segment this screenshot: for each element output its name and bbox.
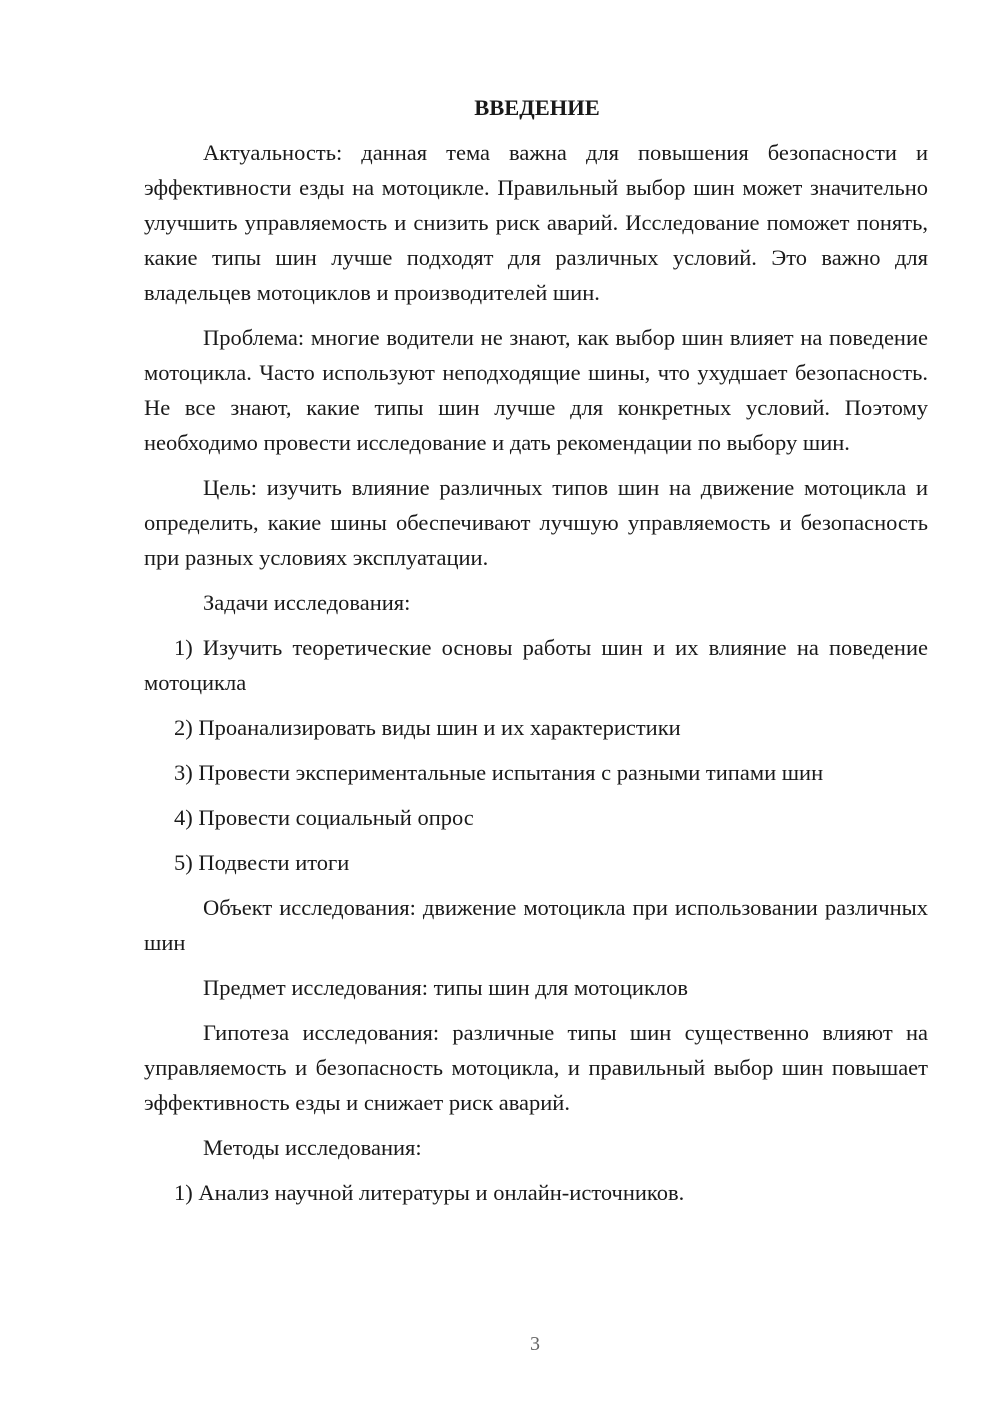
page-number: 3 <box>530 1333 540 1355</box>
tasks-heading: Задачи исследования: <box>203 590 411 615</box>
methods-heading: Методы исследования: <box>203 1135 422 1160</box>
section-heading: ВВЕДЕНИЕ <box>474 95 600 120</box>
task-item: 4) Провести социальный опрос <box>174 805 474 830</box>
hypothesis-paragraph: Гипотеза исследования: различные типы шин существенно влияют на управляемость и безопасность мотоцикла, и правильный выбор шин повышает эффективность езды и снижает риск аварий. <box>144 1020 928 1115</box>
method-item: 1) Анализ научной литературы и онлайн-источников. <box>174 1180 685 1205</box>
task-item: 5) Подвести итоги <box>174 850 350 875</box>
goal-paragraph: Цель: изучить влияние различных типов шин на движение мотоцикла и определить, какие шины обеспечивают лучшую управляемость и безопасность при разных условиях эксплуатации. <box>144 475 928 570</box>
tasks-list <box>144 630 928 880</box>
document-page <box>144 90 928 1220</box>
relevance-paragraph: Актуальность: данная тема важна для повышения безопасности и эффективности езды на мотоцикле. Правильный выбор шин может значительно улучшить управляемость и снизить риск аварий. Исследование поможет понять, какие типы шин лучше подходят для различных условий. Это важно для владельцев мотоциклов и производителей шин. <box>144 140 928 305</box>
task-item: 2) Проанализировать виды шин и их характеристики <box>174 715 681 740</box>
subject-paragraph: Предмет исследования: типы шин для мотоциклов <box>203 975 689 1000</box>
problem-paragraph: Проблема: многие водители не знают, как выбор шин влияет на поведение мотоцикла. Часто используют неподходящие шины, что ухудшает безопасность. Не все знают, какие типы шин лучше для конкретных условий. Поэтому необходимо провести исследование и дать рекомендации по выбору шин. <box>144 325 928 455</box>
object-paragraph: Объект исследования: движение мотоцикла при использовании различных шин <box>144 895 928 955</box>
task-item: 1) Изучить теоретические основы работы шин и их влияние на поведение мотоцикла <box>144 635 928 695</box>
task-item: 3) Провести экспериментальные испытания с разными типами шин <box>174 760 824 785</box>
methods-list <box>144 1175 928 1210</box>
